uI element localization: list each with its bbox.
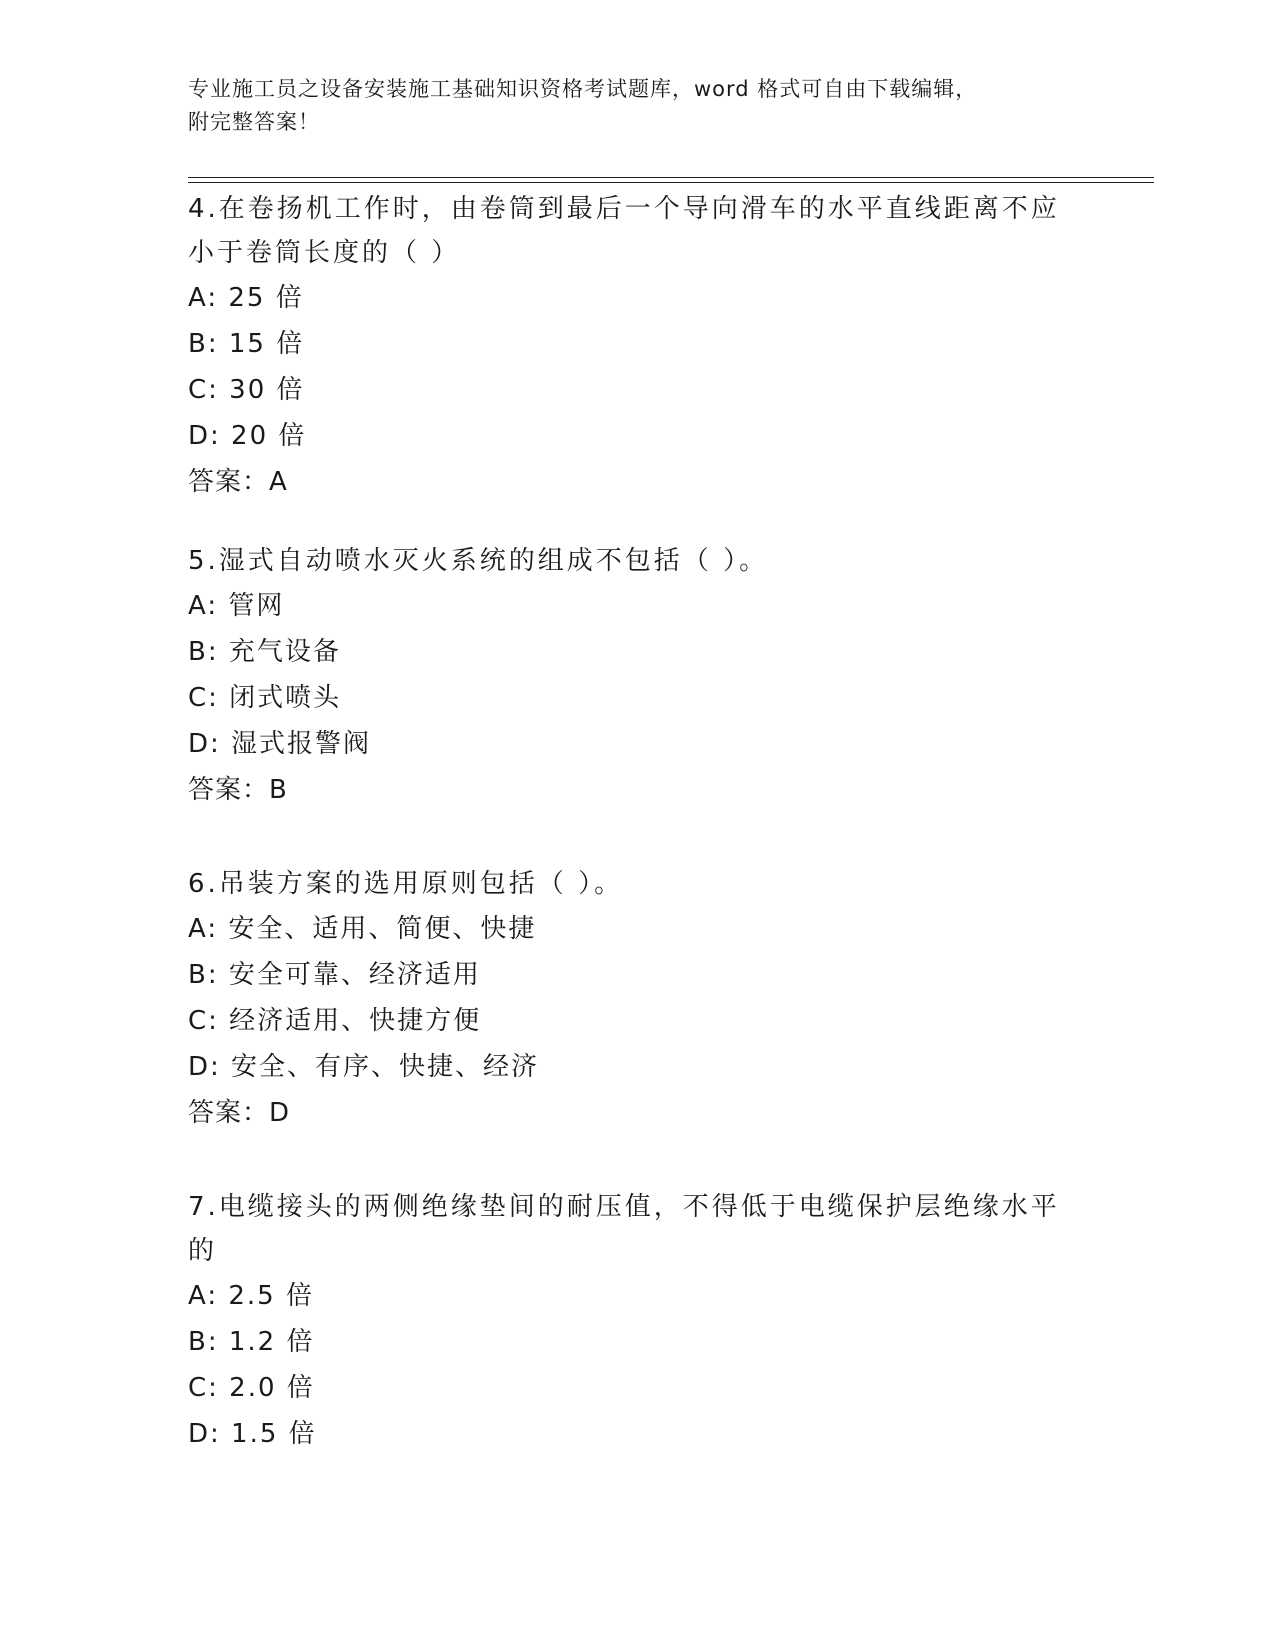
option-d: D: 湿式报警阀 [188, 729, 372, 759]
header-divider [188, 177, 1154, 183]
answer: 答案：D [188, 1098, 291, 1128]
question-stem-line: 5.湿式自动喷水灭火系统的组成不包括（ ）。 [188, 546, 769, 576]
answer: 答案：B [188, 775, 288, 805]
option-a: A: 管网 [188, 591, 285, 621]
option-c: C: 30 倍 [188, 375, 305, 405]
answer: 答案：A [188, 467, 288, 497]
question-stem-line: 6.吊装方案的选用原则包括（ ）。 [188, 869, 624, 899]
option-a: A: 2.5 倍 [188, 1281, 314, 1311]
question-7 [188, 1185, 1068, 1457]
option-b: B: 1.2 倍 [188, 1327, 315, 1357]
option-c: C: 经济适用、快捷方便 [188, 1006, 482, 1036]
question-4 [188, 187, 1068, 505]
option-c: C: 2.0 倍 [188, 1373, 315, 1403]
option-a: A: 安全、适用、简便、快捷 [188, 914, 537, 944]
header-line-2: 附完整答案！ [188, 110, 320, 134]
option-a: A: 25 倍 [188, 283, 304, 313]
option-b: B: 安全可靠、经济适用 [188, 960, 481, 990]
option-d: D: 安全、有序、快捷、经济 [188, 1052, 540, 1082]
question-5 [188, 539, 1068, 813]
document-header [188, 73, 1068, 139]
option-d: D: 20 倍 [188, 421, 307, 451]
option-b: B: 充气设备 [188, 637, 341, 667]
question-stem-line: 7.电缆接头的两侧绝缘垫间的耐压值，不得低于电缆保护层绝缘水平 [188, 1192, 1060, 1222]
question-stem-line: 4.在卷扬机工作时，由卷筒到最后一个导向滑车的水平直线距离不应 [188, 194, 1060, 224]
header-line-1: 专业施工员之设备安装施工基础知识资格考试题库，word 格式可自由下载编辑， [188, 77, 978, 101]
question-6 [188, 862, 1068, 1136]
question-stem-line: 的 [188, 1236, 218, 1266]
option-d: D: 1.5 倍 [188, 1419, 317, 1449]
option-b: B: 15 倍 [188, 329, 305, 359]
option-c: C: 闭式喷头 [188, 683, 342, 713]
question-stem-line: 小于卷筒长度的（ ） [188, 238, 461, 268]
